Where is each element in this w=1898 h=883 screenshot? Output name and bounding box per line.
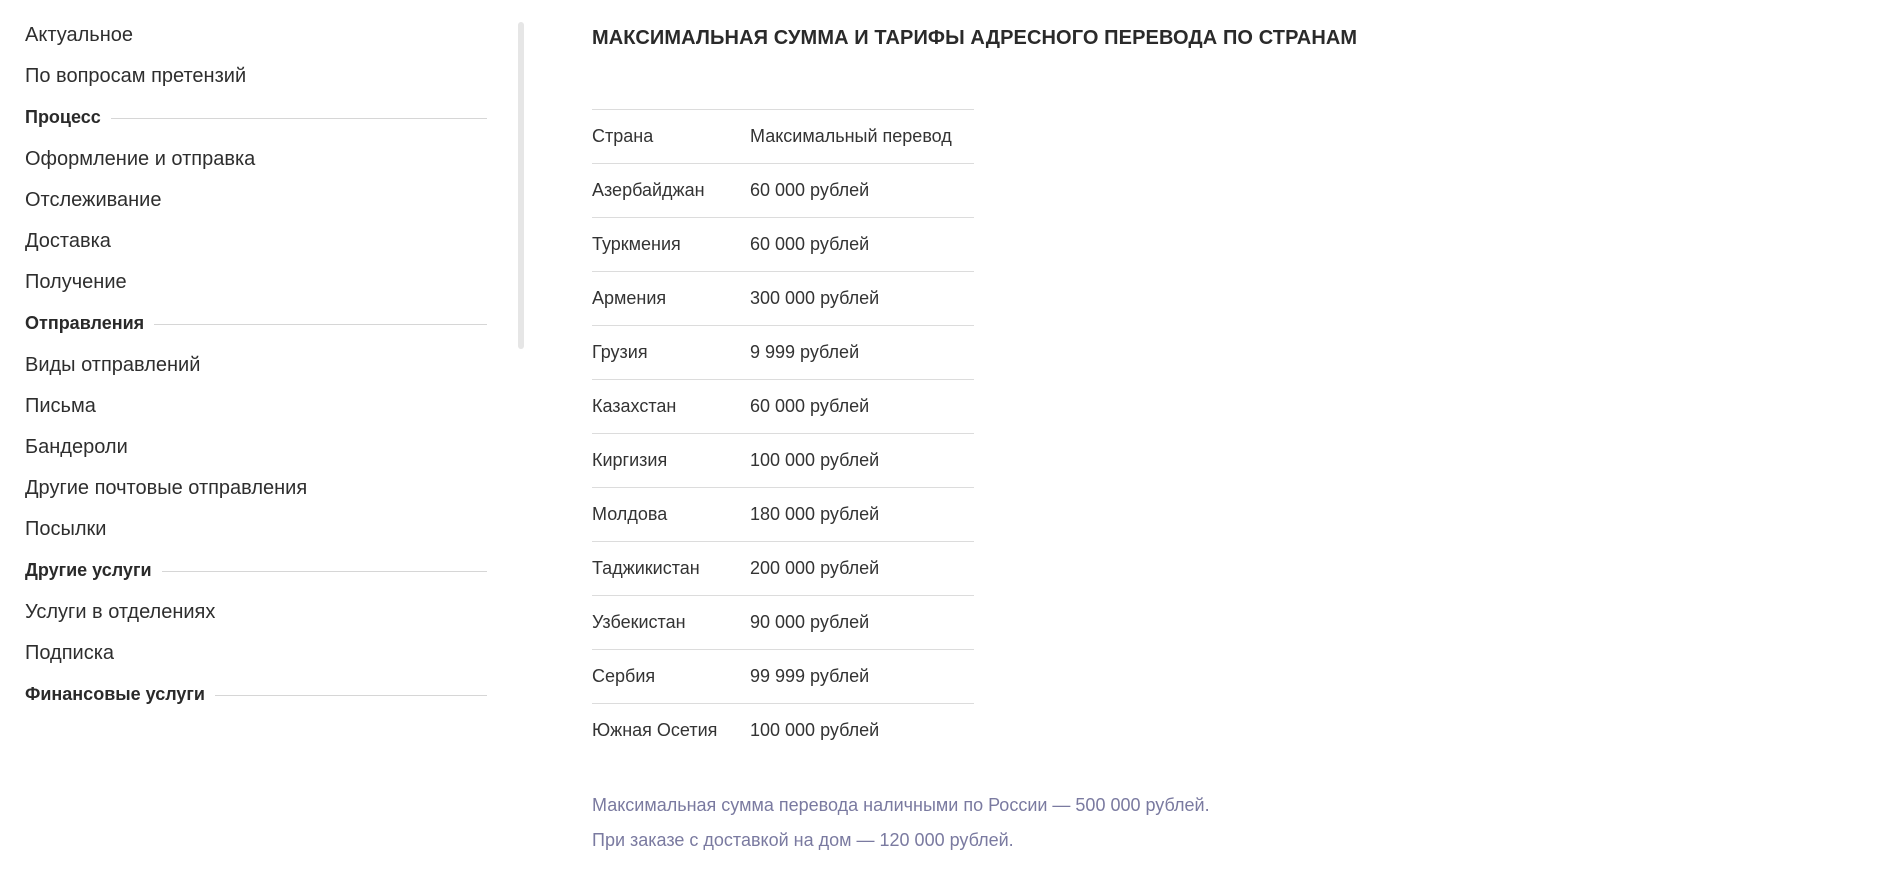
sidebar-scrollbar[interactable] [518,22,524,349]
table-row [592,650,974,704]
cell-country: Азербайджан [592,180,705,200]
table-row [592,542,974,596]
cell-amount: 60 000 рублей [750,234,870,254]
table-row [592,434,974,488]
note-home-delivery-limit: При заказе с доставкой на дом — 120 000 рублей. [592,829,1014,850]
transfer-rates-table [592,109,974,758]
sidebar-link-office-services[interactable]: Услуги в отделениях [25,601,216,623]
sidebar-link-letters[interactable]: Письма [25,395,96,417]
table-header-row [592,110,974,164]
cell-amount: 60 000 рублей [750,180,870,200]
sidebar-link-parcels-small[interactable]: Бандероли [25,436,128,458]
cell-country: Туркмения [592,234,681,254]
cell-amount: 9 999 рублей [750,342,860,362]
cell-country: Казахстан [592,396,677,416]
sidebar-link-tracking[interactable]: Отслеживание [25,189,162,211]
cell-amount: 99 999 рублей [750,666,870,686]
sidebar-link-packages[interactable]: Посылки [25,518,107,540]
note-russia-cash-limit: Максимальная сумма перевода наличными по России — 500 000 рублей. [592,794,1210,815]
cell-amount: 100 000 рублей [750,450,880,470]
cell-country: Узбекистан [592,612,686,632]
cell-country: Сербия [592,666,656,686]
sidebar-section-process [25,106,487,128]
section-title: Процесс [25,106,101,127]
sidebar-nav [25,22,487,723]
sidebar-link-delivery[interactable]: Доставка [25,230,111,252]
table-row [592,218,974,272]
section-title: Финансовые услуги [25,683,205,704]
sidebar-link-other-shipments[interactable]: Другие почтовые отправления [25,477,308,499]
sidebar-link-subscription[interactable]: Подписка [25,642,115,664]
cell-amount: 90 000 рублей [750,612,870,632]
table-row [592,164,974,218]
cell-country: Грузия [592,342,648,362]
transfer-notes [592,788,1492,858]
sidebar-link-shipment-types[interactable]: Виды отправлений [25,354,201,376]
sidebar-section-financial [25,683,487,705]
section-divider [215,695,487,696]
page-title: МАКСИМАЛЬНАЯ СУММА И ТАРИФЫ АДРЕСНОГО ПЕРЕВОДА ПО СТРАНАМ [592,27,1358,49]
cell-country: Молдова [592,504,668,524]
cell-amount: 180 000 рублей [750,504,880,524]
section-title: Другие услуги [25,559,152,580]
table-row [592,704,974,758]
sidebar-link-registration[interactable]: Оформление и отправка [25,148,256,170]
section-divider [154,324,487,325]
cell-country: Киргизия [592,450,668,470]
table-row [592,488,974,542]
header-max-transfer: Максимальный перевод [750,126,952,146]
header-country: Страна [592,126,654,146]
cell-country: Южная Осетия [592,720,718,741]
table-row [592,326,974,380]
table-row [592,272,974,326]
cell-country: Таджикистан [592,558,700,578]
table-row [592,596,974,650]
sidebar-link-receiving[interactable]: Получение [25,271,127,293]
section-title: Отправления [25,312,145,333]
cell-amount: 200 000 рублей [750,558,880,578]
cell-amount: 300 000 рублей [750,288,880,308]
cell-amount: 60 000 рублей [750,396,870,416]
sidebar-section-other-services [25,559,487,581]
table-row [592,380,974,434]
sidebar-link-actual[interactable]: Актуальное [25,24,133,46]
section-divider [162,571,487,572]
main-content [592,24,1492,858]
sidebar-link-claims[interactable]: По вопросам претензий [25,65,247,87]
cell-country: Армения [592,288,667,308]
section-divider [111,118,487,119]
sidebar-section-shipments [25,312,487,334]
cell-amount: 100 000 рублей [750,720,880,741]
